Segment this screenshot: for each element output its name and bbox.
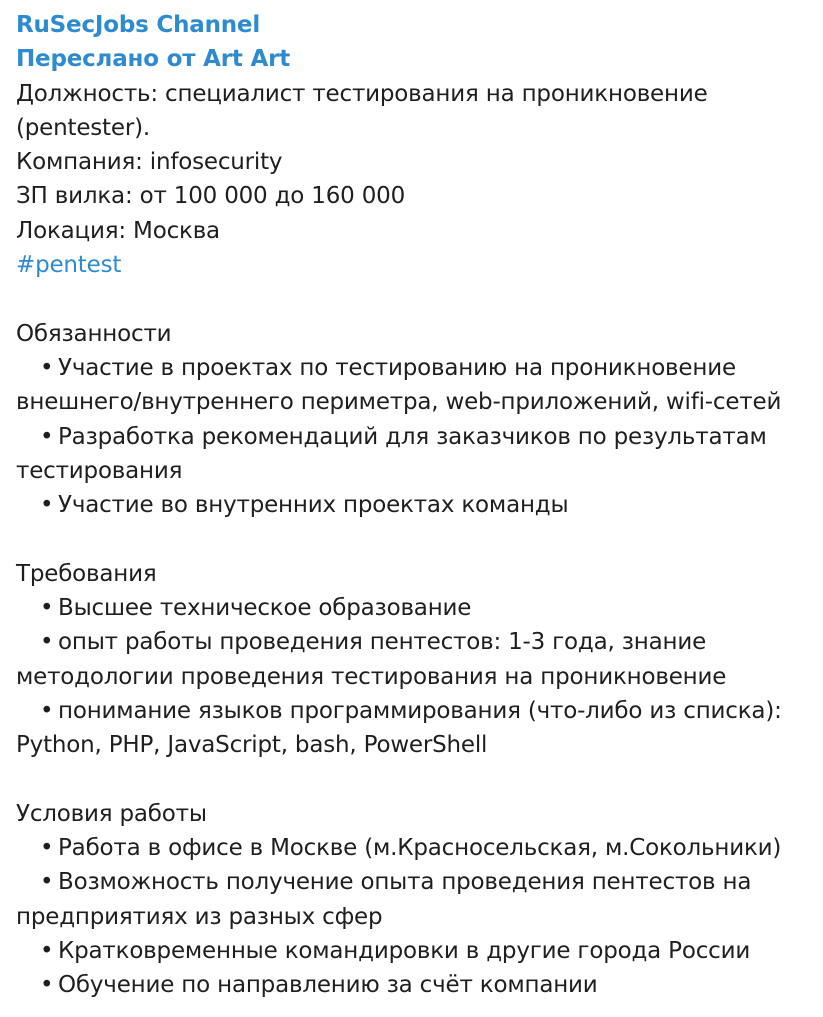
bullet-icon: •	[40, 697, 54, 724]
bullet-icon: •	[40, 354, 54, 381]
blank-line	[16, 282, 816, 316]
list-item	[16, 625, 816, 659]
salary-text: ЗП вилка: от 100 000 до 160 000	[16, 183, 406, 210]
list-item-text: Высшее техническое образование	[58, 595, 472, 622]
list-item-text-cont: внешнего/внутреннего периметра, web-приложений, wifi-сетей	[16, 389, 782, 416]
list-item-text: Работа в офисе в Москве (м.Красносельская, м.Сокольники)	[58, 835, 782, 862]
blank-line	[16, 763, 816, 797]
bullet-icon: •	[40, 629, 54, 656]
list-item-text-cont: методологии проведения тестирования на проникновение	[16, 663, 727, 690]
bullet-icon: •	[40, 972, 54, 999]
conditions-heading: Условия работы	[16, 800, 207, 827]
list-item	[16, 934, 816, 968]
list-item-text: Кратковременные командировки в другие города России	[58, 938, 751, 965]
list-item	[16, 694, 816, 728]
forwarded-from-link[interactable]: Переслано от Art Art	[16, 46, 291, 73]
position-text-cont: (pentester).	[16, 114, 150, 141]
message-bubble	[16, 8, 816, 1003]
channel-name-link[interactable]: RuSecJobs Channel	[16, 12, 261, 38]
list-item-text: Участие во внутренних проектах команды	[58, 492, 569, 519]
position-text: Должность: специалист тестирования на проникновение	[16, 80, 708, 107]
list-item-text-cont: тестирования	[16, 457, 183, 484]
location-text: Локация: Москва	[16, 217, 220, 244]
list-item-text: Участие в проектах по тестированию на проникновение	[58, 354, 736, 381]
bullet-icon: •	[40, 835, 54, 862]
list-item	[16, 591, 816, 625]
hashtag-link[interactable]: #pentest	[16, 252, 122, 279]
list-item	[16, 420, 816, 454]
list-item	[16, 351, 816, 385]
list-item-text-cont: предприятиях из разных сфер	[16, 903, 383, 930]
list-item-text-cont: Python, PHP, JavaScript, bash, PowerShell	[16, 732, 488, 759]
bullet-icon: •	[40, 938, 54, 965]
blank-line	[16, 522, 816, 556]
bullet-icon: •	[40, 492, 54, 519]
list-item	[16, 865, 816, 899]
bullet-icon: •	[40, 869, 54, 896]
list-item-text: опыт работы проведения пентестов: 1-3 года, знание	[58, 629, 707, 656]
list-item-text: понимание языков программирования (что-либо из списка):	[58, 697, 782, 724]
list-item	[16, 488, 816, 522]
bullet-icon: •	[40, 423, 54, 450]
list-item-text: Разработка рекомендаций для заказчиков по результатам	[58, 423, 767, 450]
list-item	[16, 831, 816, 865]
bullet-icon: •	[40, 595, 54, 622]
list-item-text: Возможность получение опыта проведения пентестов на	[58, 869, 752, 896]
company-text: Компания: infosecurity	[16, 149, 283, 176]
list-item	[16, 968, 816, 1002]
list-item-text: Обучение по направлению за счёт компании	[58, 972, 598, 999]
duties-heading: Обязанности	[16, 320, 172, 347]
requirements-heading: Требования	[16, 560, 157, 587]
